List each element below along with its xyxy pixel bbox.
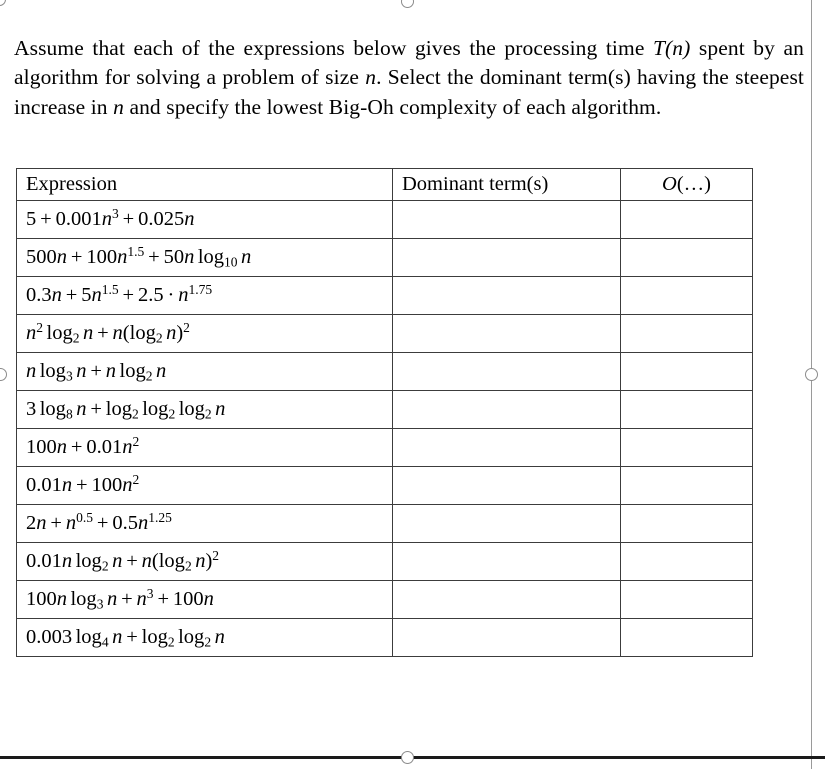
cell-expression: 3 $\log_8 n + \log_2 \log_2 \log_2 n$ xyxy=(17,391,393,429)
cell-dominant-term[interactable] xyxy=(393,239,621,277)
cell-expression: $0.01n + 100n^2$ xyxy=(17,467,393,505)
cell-expression: 0.01n $\log_2 n + n(\log_2$ n)$^2$ xyxy=(17,543,393,581)
prompt-segment-3-math: n xyxy=(365,65,377,89)
table-row xyxy=(17,505,753,543)
table-row xyxy=(17,277,753,315)
cell-expression: $100n + 0.01n^2$ xyxy=(17,429,393,467)
cell-dominant-term[interactable] xyxy=(393,429,621,467)
cell-big-oh[interactable] xyxy=(621,429,753,467)
table-row xyxy=(17,619,753,657)
prompt-segment-6: and specify the lowest Big-Oh complexity of each algorithm. xyxy=(123,94,662,119)
cell-big-oh[interactable] xyxy=(621,315,753,353)
cell-dominant-term[interactable] xyxy=(393,353,621,391)
cell-big-oh[interactable] xyxy=(621,619,753,657)
cell-big-oh[interactable] xyxy=(621,581,753,619)
resize-handle-right[interactable] xyxy=(805,368,818,381)
header-expression: Expression xyxy=(17,169,393,201)
cell-dominant-term[interactable] xyxy=(393,619,621,657)
table-row xyxy=(17,315,753,353)
cell-expression: 0.003 $\log_4 n + \log_2 \log_2 n$ xyxy=(17,619,393,657)
cell-big-oh[interactable] xyxy=(621,391,753,429)
prompt-segment-5-math: n xyxy=(113,94,124,119)
table-row xyxy=(17,581,753,619)
expressions-table xyxy=(16,168,753,657)
header-big-oh: O(…) xyxy=(621,169,753,201)
header-dominant-term: Dominant term(s) xyxy=(393,169,621,201)
cell-expression: $0.3n + 5n^{1.5} + 2.5 \cdot n^{1.75}$ xyxy=(17,277,393,315)
cell-expression: 100n $\log_3 n + n^3 + 100n$ xyxy=(17,581,393,619)
table-row xyxy=(17,391,753,429)
cell-big-oh[interactable] xyxy=(621,277,753,315)
cell-dominant-term[interactable] xyxy=(393,467,621,505)
table-row xyxy=(17,429,753,467)
prompt-segment-1-math: T(n) xyxy=(652,35,691,60)
cell-dominant-term[interactable] xyxy=(393,505,621,543)
resize-handle-left[interactable] xyxy=(0,368,7,381)
cell-dominant-term[interactable] xyxy=(393,391,621,429)
prompt-segment-2: spent by an algorithm for solving a problem of size xyxy=(14,35,804,89)
cell-big-oh[interactable] xyxy=(621,239,753,277)
table-row xyxy=(17,467,753,505)
cell-expression: $500n + 100n^{1.5} + 50n$ $\log_{10} n$ xyxy=(17,239,393,277)
problem-statement xyxy=(14,34,804,123)
cell-expression: $2n + n^{0.5} + 0.5n^{1.25}$ xyxy=(17,505,393,543)
resize-handle-top[interactable] xyxy=(401,0,414,8)
resize-handle-top-left[interactable] xyxy=(0,0,6,6)
cell-big-oh[interactable] xyxy=(621,353,753,391)
cell-big-oh[interactable] xyxy=(621,467,753,505)
cell-dominant-term[interactable] xyxy=(393,277,621,315)
cell-expression: $5 + 0.001n^3 + 0.025n$ xyxy=(17,201,393,239)
cell-dominant-term[interactable] xyxy=(393,201,621,239)
table-header-row xyxy=(17,169,753,201)
table-row xyxy=(17,239,753,277)
resize-handle-bottom[interactable] xyxy=(401,751,414,764)
table-row xyxy=(17,353,753,391)
prompt-segment-0: Assume that each of the expressions below gives the processing time xyxy=(14,35,653,60)
cell-big-oh[interactable] xyxy=(621,543,753,581)
table-row xyxy=(17,543,753,581)
prompt-segment-4: . Select the dominant term(s) having the steepest increase in xyxy=(14,65,804,119)
cell-big-oh[interactable] xyxy=(621,201,753,239)
cell-expression: $n^2$ $\log_2 n + n(\log_2$ n)$^2$ xyxy=(17,315,393,353)
page-right-edge xyxy=(811,0,812,769)
cell-dominant-term[interactable] xyxy=(393,543,621,581)
table-row xyxy=(17,201,753,239)
cell-expression: n $\log_3 n + n$ $\log_2 n$ xyxy=(17,353,393,391)
cell-dominant-term[interactable] xyxy=(393,315,621,353)
cell-big-oh[interactable] xyxy=(621,505,753,543)
cell-dominant-term[interactable] xyxy=(393,581,621,619)
